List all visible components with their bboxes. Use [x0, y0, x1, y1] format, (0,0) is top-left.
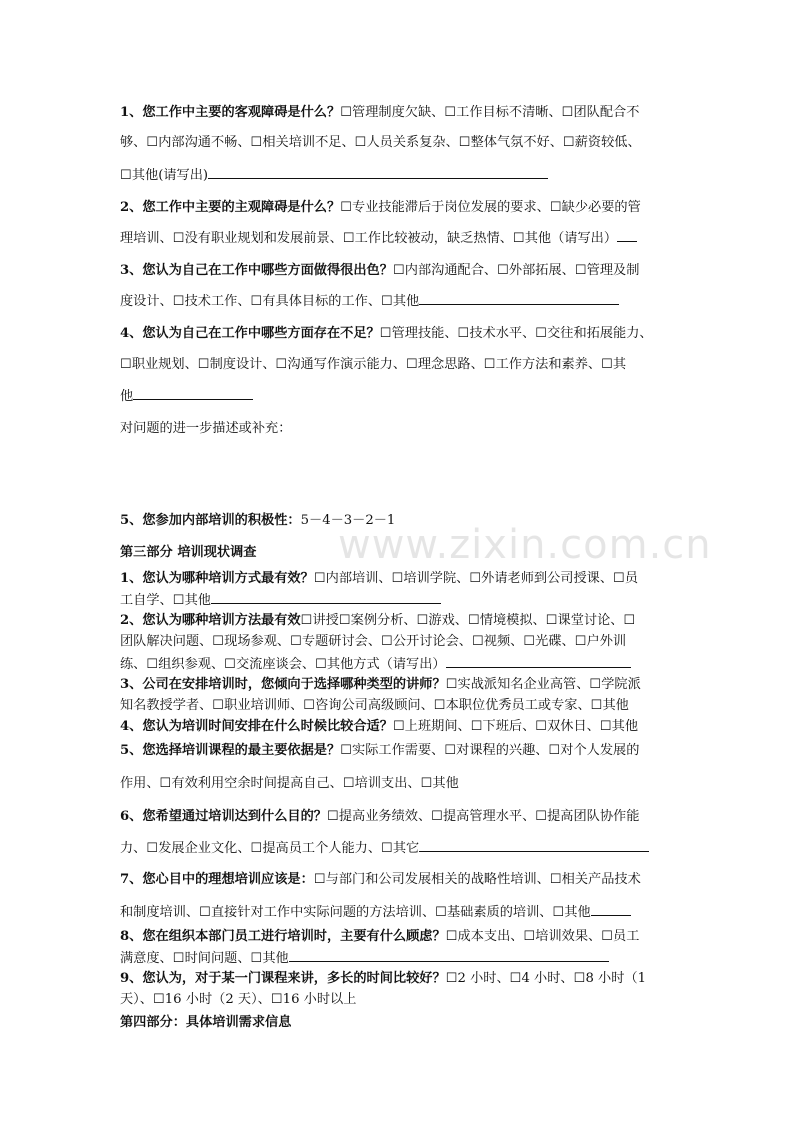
- option-text: 对问题的进一步描述或补充：: [120, 421, 292, 436]
- text-line: [120, 199, 680, 217]
- question-text: 第三部分 培训现状调查: [120, 545, 257, 560]
- option-text: 度设计、☐技术工作、☐有具体目标的工作、☐其他: [120, 294, 420, 309]
- blank-underline[interactable]: [419, 292, 619, 305]
- option-text: 力、☐发展企业文化、☐提高员工个人能力、☐其它: [120, 841, 420, 856]
- question-text: 4、您认为培训时间安排在什么时候比较合适？: [120, 719, 393, 734]
- option-text: ☐管理技能、☐技术水平、☐交往和拓展能力、: [379, 326, 653, 341]
- text-line: [120, 871, 680, 889]
- text-line: [120, 949, 680, 968]
- question-text: 4、您认为自己在工作中哪些方面存在不足？: [120, 326, 380, 341]
- option-text: 练、☐组织参观、☐交流座谈会、☐其他方式（请写出）: [120, 657, 446, 672]
- text-line: [120, 229, 680, 248]
- text-line: [120, 839, 680, 858]
- text-line: [120, 420, 680, 438]
- text-line: [120, 970, 680, 988]
- option-text: ☐2 小时、☐4 小时、☐8 小时（1: [445, 971, 646, 986]
- option-text: ☐其他(请写出): [120, 168, 209, 183]
- question-text: 3、公司在安排培训时，您倾向于选择哪种类型的讲师？: [120, 677, 446, 692]
- option-text: 满意度、☐时间问题、☐其他: [120, 951, 289, 966]
- option-text: ☐职业规划、☐制度设计、☐沟通写作演示能力、☐理念思路、☐工作方法和素养、☐其: [120, 357, 627, 372]
- option-text: 天）、☐16 小时（2 天）、☐16 小时以上: [120, 992, 357, 1007]
- text-line: [120, 262, 680, 280]
- watermark: www.zixin.com.cn: [338, 522, 712, 568]
- question-text: 2、您工作中主要的主观障碍是什么？: [120, 200, 341, 215]
- option-text: 他: [120, 389, 134, 404]
- question-text: 6、您希望通过培训达到什么目的？: [120, 809, 327, 824]
- text-line: [120, 134, 680, 152]
- option-text: ☐提高业务绩效、☐提高管理水平、☐提高团队协作能: [327, 809, 640, 824]
- blank-underline[interactable]: [208, 166, 548, 179]
- option-text: 工自学、☐其他: [120, 593, 211, 608]
- question-text: 3、您认为自己在工作中哪些方面做得很出色？: [120, 263, 393, 278]
- text-line: [120, 591, 680, 610]
- blank-underline[interactable]: [419, 839, 649, 852]
- blank-underline[interactable]: [289, 949, 609, 962]
- question-text: 1、您认为哪种培训方式最有效？: [120, 571, 314, 586]
- text-line: [120, 166, 680, 185]
- option-text: 够、☐内部沟通不畅、☐相关培训不足、☐人员关系复杂、☐整体气氛不好、☐薪资较低、: [120, 135, 641, 150]
- blank-underline[interactable]: [211, 591, 441, 604]
- question-text: 5、您参加内部培训的积极性：: [120, 513, 301, 528]
- option-text: ☐内部培训、☐培训学院、☐外请老师到公司授课、☐员: [313, 571, 639, 586]
- text-line: [120, 104, 680, 122]
- text-line: [120, 742, 680, 760]
- question-text: 9、您认为，对于某一门课程来讲，多长的时间比较好？: [120, 971, 446, 986]
- option-text: ☐实战派知名企业高管、☐学院派: [445, 677, 641, 692]
- option-text: 知名教授学者、☐职业培训师、☐咨询公司高级顾问、☐本职位优秀员工或专家、☐其他: [120, 698, 629, 713]
- option-text: ☐上班期间、☐下班后、☐双休日、☐其他: [392, 719, 639, 734]
- text-line: [120, 928, 680, 946]
- text-line: [120, 775, 680, 793]
- option-text: 团队解决问题、☐现场参观、☐专题研讨会、☐公开讨论会、☐视频、☐光碟、☐户外训: [120, 634, 627, 649]
- question-text: 2、您认为哪种培训方法最有效: [120, 613, 301, 628]
- text-line: [120, 655, 680, 674]
- option-text: ☐成本支出、☐培训效果、☐员工: [445, 929, 640, 944]
- question-text: 第四部分：具体培训需求信息: [120, 1015, 292, 1030]
- text-line: [120, 292, 680, 311]
- text-line: [120, 697, 680, 715]
- text-line: [120, 1014, 680, 1032]
- option-text: 理培训、☐没有职业规划和发展前景、☐工作比较被动，缺乏热情、☐其他（请写出）: [120, 231, 618, 246]
- blank-underline[interactable]: [133, 387, 253, 400]
- blank-underline[interactable]: [446, 655, 631, 668]
- text-line: [120, 356, 680, 374]
- text-line: [120, 387, 680, 406]
- text-line: [120, 676, 680, 694]
- option-text: 和制度培训、☐直接针对工作中实际问题的方法培训、☐基础素质的培训、☐其他: [120, 905, 591, 920]
- text-line: [120, 570, 680, 588]
- text-line: [120, 991, 680, 1009]
- question-text: 8、您在组织本部门员工进行培训时，主要有什么顾虑？: [120, 929, 446, 944]
- text-line: [120, 808, 680, 826]
- text-line: [120, 612, 680, 630]
- option-text: ☐与部门和公司发展相关的战略性培训、☐相关产品技术: [313, 872, 641, 887]
- text-line: [120, 633, 680, 651]
- text-line: [120, 903, 680, 922]
- text-line: [120, 512, 680, 530]
- option-text: 作用、☐有效利用空余时间提高自己、☐培训支出、☐其他: [120, 776, 459, 791]
- option-text: ☐实际工作需要、☐对课程的兴趣、☐对个人发展的: [340, 743, 640, 758]
- option-text: ☐专业技能滞后于岗位发展的要求、☐缺少必要的管: [340, 200, 641, 215]
- text-line: [120, 325, 680, 343]
- blank-underline[interactable]: [617, 229, 637, 242]
- question-text: 5、您选择培训课程的最主要依据是？: [120, 743, 341, 758]
- option-text: ☐讲授☐案例分析、☐游戏、☐情境模拟、☐课堂讨论、☐: [300, 613, 636, 628]
- text-line: [120, 544, 680, 562]
- option-text: 5－4－3－2－1: [300, 513, 396, 528]
- option-text: ☐管理制度欠缺、☐工作目标不清晰、☐团队配合不: [340, 105, 640, 120]
- blank-underline[interactable]: [591, 903, 631, 916]
- text-line: [120, 718, 680, 736]
- question-text: 1、您工作中主要的客观障碍是什么？: [120, 105, 341, 120]
- question-text: 7、您心目中的理想培训应该是：: [120, 872, 314, 887]
- option-text: ☐内部沟通配合、☐外部拓展、☐管理及制: [392, 263, 640, 278]
